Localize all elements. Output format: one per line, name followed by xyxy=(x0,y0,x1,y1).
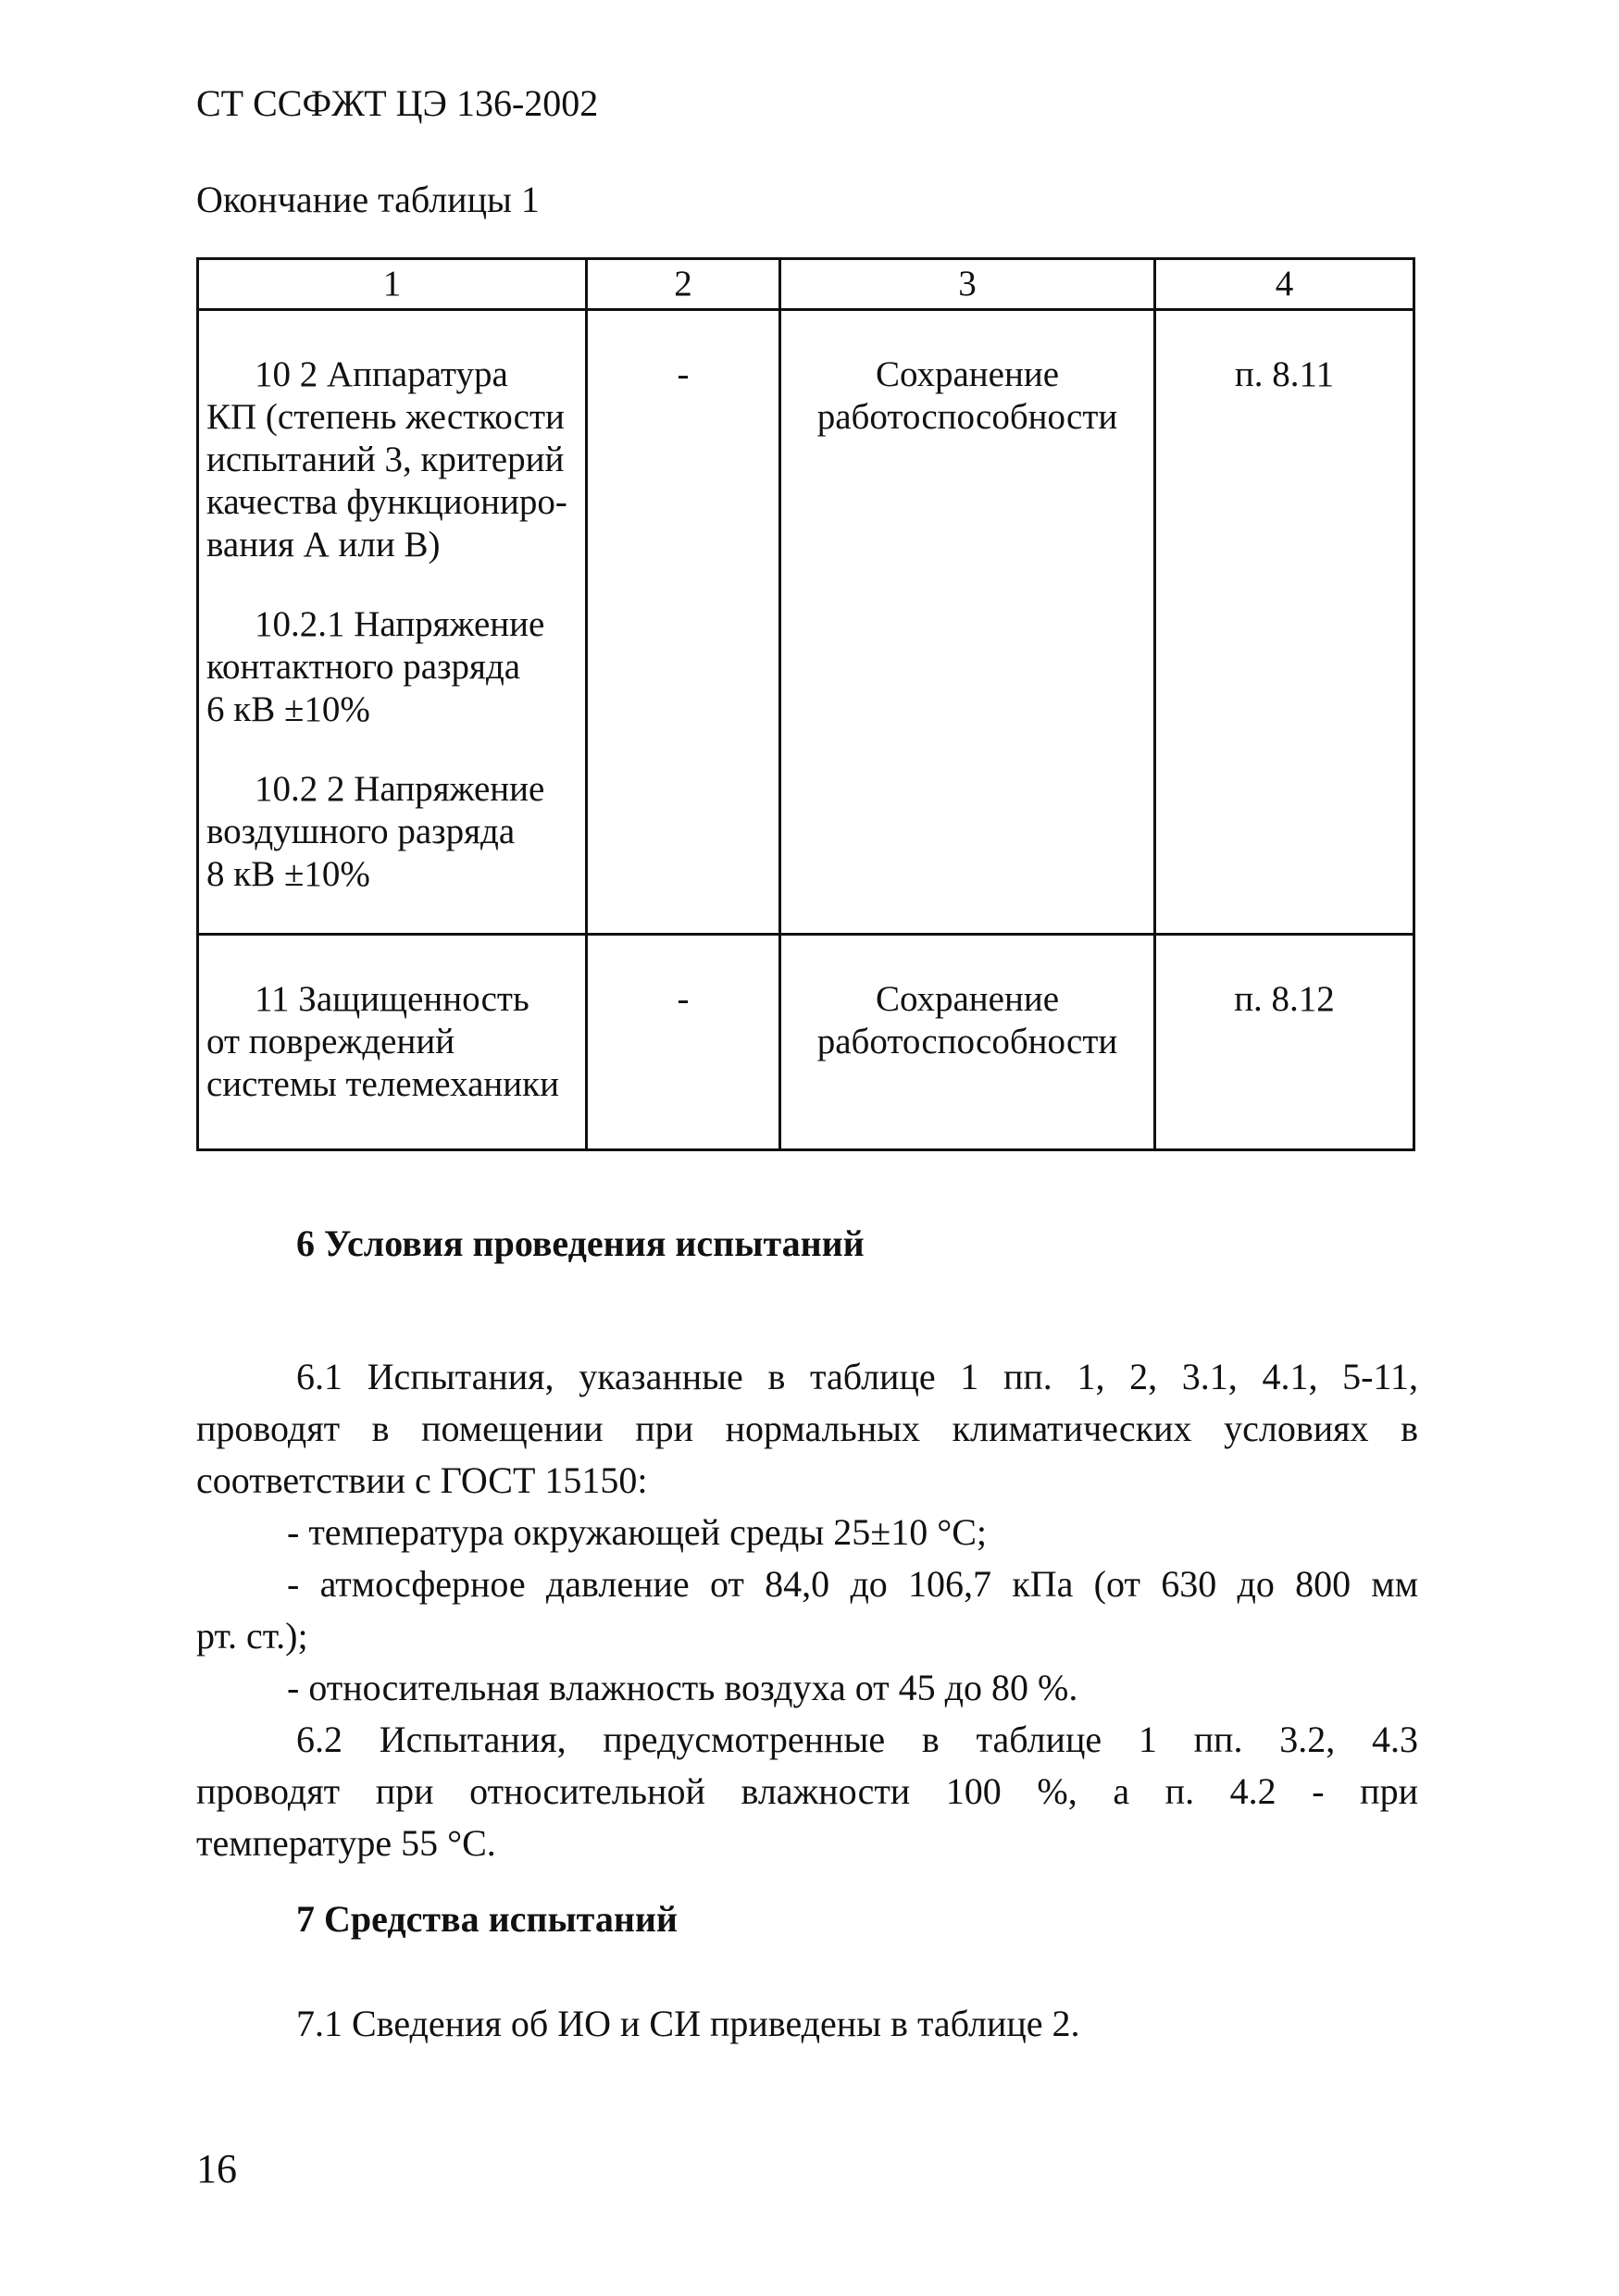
table-caption: Окончание таблицы 1 xyxy=(196,179,540,220)
cell-line: Сохранение xyxy=(875,354,1060,394)
cell-line: 10.2.1 Напряжение xyxy=(255,604,545,644)
test-item-cell xyxy=(198,935,587,1150)
item-paragraph xyxy=(206,978,578,1106)
cell-line: 10 2 Аппаратура xyxy=(255,354,508,394)
bullet-line: - относительная влажность воздуха от 45 до 80 %. xyxy=(287,1667,1078,1708)
cell-line: качества функциониро- xyxy=(206,482,567,522)
bullet-line: - атмосферное давление от 84,0 до 106,7 кПа (от 630 до 800 мм xyxy=(287,1563,1418,1605)
column-header: 4 xyxy=(1155,259,1414,310)
requirement-cell xyxy=(780,935,1155,1150)
bullet-line: рт. ст.); xyxy=(196,1615,308,1657)
cell-line: от повреждений xyxy=(206,1022,455,1061)
paragraph-line: 6.1 Испытания, указанные в таблице 1 пп. 1, 2, 3.1, 4.1, 5-11, xyxy=(296,1356,1418,1397)
table-header-row xyxy=(198,259,1414,310)
paragraph-line: проводят при относительной влажности 100 %, а п. 4.2 - при xyxy=(196,1770,1418,1812)
paragraph-line: температуре 55 °С. xyxy=(196,1822,496,1864)
cell-line: работоспособности xyxy=(816,1022,1118,1061)
requirements-table xyxy=(196,257,1415,1151)
paragraph-line: соответствии с ГОСТ 15150: xyxy=(196,1459,648,1501)
page-number: 16 xyxy=(196,2146,237,2191)
section-7-heading: 7 Средства испытаний xyxy=(296,1898,678,1940)
table-row xyxy=(198,935,1414,1150)
cell-line: воздушного разряда xyxy=(206,812,516,851)
requirement-cell xyxy=(780,310,1155,935)
cell-line: системы телемеханики xyxy=(206,1064,559,1104)
column-header: 3 xyxy=(780,259,1155,310)
section-6-heading: 6 Условия проведения испытаний xyxy=(296,1222,865,1264)
section-6-body xyxy=(196,1351,1418,1869)
cell-line: 6 кВ ±10% xyxy=(206,689,370,729)
item-paragraph xyxy=(206,768,578,896)
cell-line: контактного разряда xyxy=(206,647,521,687)
bullet-line: - температура окружающей среды 25±10 °С; xyxy=(287,1511,988,1553)
paragraph-line: проводят в помещении при нормальных климатических условиях в xyxy=(196,1408,1418,1449)
cell-line: 10.2 2 Напряжение xyxy=(255,769,545,809)
clause-ref-cell: п. 8.12 xyxy=(1155,935,1414,1150)
test-item-cell xyxy=(198,310,587,935)
section-7-paragraph: 7.1 Сведения об ИО и СИ приведены в таблице 2. xyxy=(296,2003,1080,2044)
cell-line: Сохранение xyxy=(875,979,1060,1019)
item-paragraph xyxy=(206,354,578,566)
cell-line: вания А или В) xyxy=(206,525,441,565)
column-header: 2 xyxy=(587,259,780,310)
clause-ref-cell: п. 8.11 xyxy=(1155,310,1414,935)
item-paragraph xyxy=(206,603,578,731)
document-code: СТ ССФЖТ ЦЭ 136-2002 xyxy=(196,82,599,124)
cell-line: работоспособности xyxy=(816,397,1118,437)
cell-line: испытаний 3, критерий xyxy=(206,440,565,479)
col2-cell: - xyxy=(587,935,780,1150)
col2-cell: - xyxy=(587,310,780,935)
cell-line: КП (степень жесткости xyxy=(206,397,565,437)
paragraph-line: 6.2 Испытания, предусмотренные в таблице 1 пп. 3.2, 4.3 xyxy=(296,1719,1418,1760)
cell-line: 11 Защищенность xyxy=(255,979,529,1019)
cell-line: 8 кВ ±10% xyxy=(206,854,370,894)
table-row xyxy=(198,310,1414,935)
column-header: 1 xyxy=(198,259,587,310)
